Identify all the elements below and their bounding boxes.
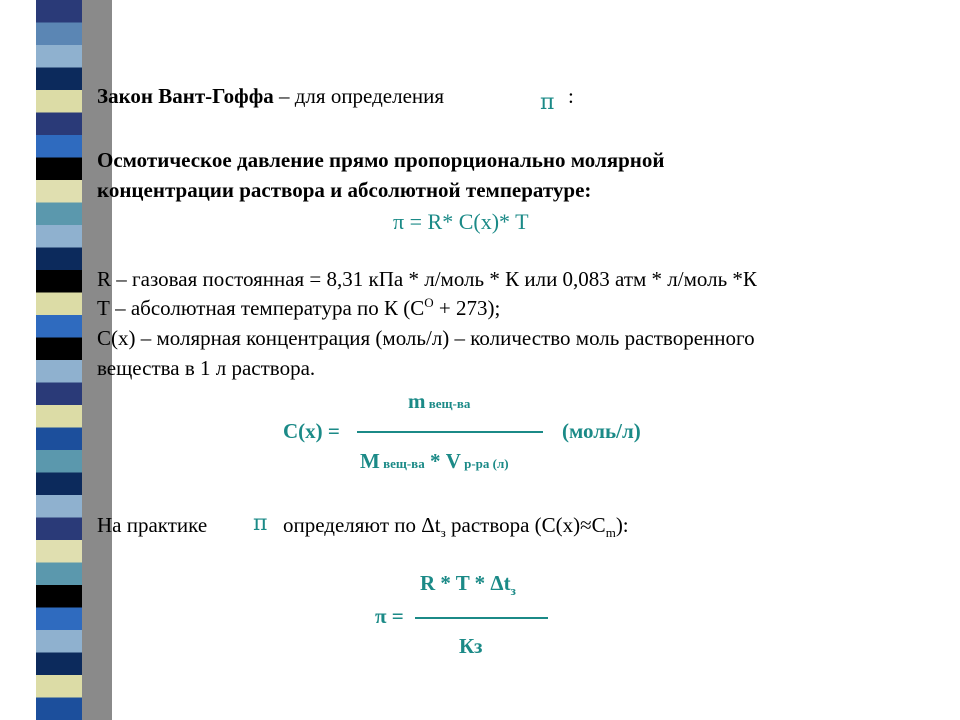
stripe-block <box>36 698 82 720</box>
stripe-block <box>36 563 82 586</box>
stripe-block <box>36 225 82 248</box>
stripe-block <box>36 315 82 338</box>
law-name: Закон Вант-Гоффа <box>97 84 274 108</box>
formula3-lhs: π = <box>375 604 404 628</box>
formula2-numer-m: m <box>408 389 426 413</box>
stripe-block <box>36 585 82 608</box>
stripe-block <box>36 23 82 46</box>
stripe-block <box>36 630 82 653</box>
stripe-block <box>36 383 82 406</box>
definition-t-tail: + 273); <box>433 296 501 320</box>
stripe-block <box>36 360 82 383</box>
formula2-denominator <box>360 451 509 472</box>
practice-sub-m: m <box>605 525 616 541</box>
definition-r: R – газовая постоянная = 8,31 кПа * л/моль * К или 0,083 атм * л/моль *К <box>97 267 757 291</box>
stripe-block <box>36 135 82 158</box>
law-purpose: – для определения <box>273 84 445 108</box>
formula2-denom-m-sub: вещ-ва <box>379 456 425 471</box>
stripe-block <box>36 180 82 203</box>
formula2-denom-v-sub: р-ра (л) <box>460 456 509 471</box>
stripe-block <box>36 675 82 698</box>
definition-c-line-2: вещества в 1 л раствора. <box>97 356 316 380</box>
stripe-block <box>36 113 82 136</box>
definition-c-line-1: С(х) – молярная концентрация (моль/л) – количество моль растворенного <box>97 326 755 350</box>
stripe-block <box>36 0 82 23</box>
practice-text-1: определяют по Δt <box>283 513 441 537</box>
formula2-numer-sub: вещ-ва <box>425 396 471 411</box>
formula2-denom-v: * V <box>424 449 461 473</box>
pi-symbol-practice: π <box>253 511 268 536</box>
definition-t-text: Т – абсолютная температура по К (С <box>97 296 425 320</box>
formula2-denom-m: M <box>360 449 380 473</box>
stripe-block <box>36 608 82 631</box>
definition-t-sup: О <box>424 295 434 310</box>
pi-symbol-heading: π <box>540 90 555 115</box>
formula3-numer-text: R * T * Δt <box>420 571 511 595</box>
practice-prefix: На практике <box>97 513 208 537</box>
formula2-fraction-line <box>357 431 543 433</box>
formula3-denominator: Кз <box>459 634 483 658</box>
formula2-numerator <box>408 391 470 412</box>
formula3-fraction-line <box>415 617 548 619</box>
statement-line-1: Осмотическое давление прямо пропорционально молярной <box>97 148 665 172</box>
stripe-block <box>36 428 82 451</box>
stripe-block <box>36 248 82 271</box>
stripe-block <box>36 653 82 676</box>
law-heading <box>97 86 444 107</box>
stripe-block <box>36 293 82 316</box>
practice-text-3: ): <box>615 513 629 537</box>
definition-t <box>97 295 501 320</box>
statement-line-2: концентрации раствора и абсолютной температуре: <box>97 178 592 202</box>
stripe-block <box>36 338 82 361</box>
formula2-lhs: С(х) = <box>283 419 340 443</box>
stripe-block <box>36 90 82 113</box>
practice-text <box>283 513 629 541</box>
stripe-block <box>36 450 82 473</box>
stripe-block <box>36 473 82 496</box>
practice-text-2: раствора (С(х)≈С <box>445 513 606 537</box>
stripe-block <box>36 495 82 518</box>
formula3-numerator <box>420 571 516 599</box>
stripe-block <box>36 45 82 68</box>
decorative-stripe-band <box>0 0 112 720</box>
stripe-block <box>36 203 82 226</box>
formula-van-t-hoff: π = R* C(x)* T <box>393 209 529 234</box>
formula3-numer-sub: з <box>510 583 516 599</box>
formula2-units: (моль/л) <box>562 419 641 443</box>
stripe-block <box>36 540 82 563</box>
stripe-block <box>36 68 82 91</box>
stripe-block <box>36 518 82 541</box>
practice-sub-z: з <box>440 525 446 541</box>
heading-colon: : <box>568 84 574 108</box>
stripe-block <box>36 405 82 428</box>
stripe-block <box>36 158 82 181</box>
stripe-block <box>36 270 82 293</box>
